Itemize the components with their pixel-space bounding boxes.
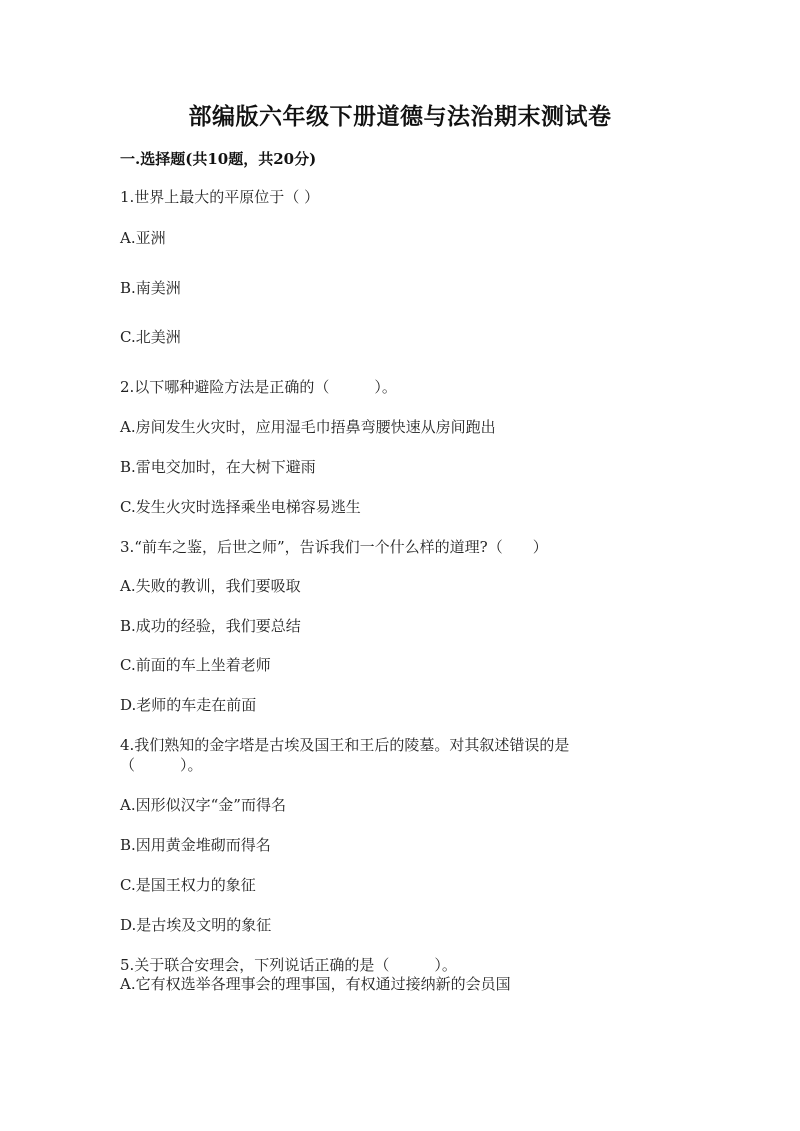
page-title: 部编版六年级下册道德与法治期末测试卷 xyxy=(188,103,612,130)
question-1-stem: 1.世界上最大的平原位于（ ） xyxy=(120,188,320,206)
question-2-stem: 2.以下哪种避险方法是正确的（ ）。 xyxy=(120,378,397,396)
question-5-stem: 5.关于联合安理会，下列说话正确的是（ ）。 xyxy=(120,956,457,974)
question-1-option-b: B.南美洲 xyxy=(120,279,181,297)
question-1-option-c: C.北美洲 xyxy=(120,328,181,346)
question-3-option-d: D.老师的车走在前面 xyxy=(120,696,257,714)
question-2-option-c: C.发生火灾时选择乘坐电梯容易逃生 xyxy=(120,498,361,516)
question-4-option-d: D.是古埃及文明的象征 xyxy=(120,916,272,934)
question-3-option-b: B.成功的经验，我们要总结 xyxy=(120,617,301,635)
question-4-option-c: C.是国王权力的象征 xyxy=(120,876,256,894)
section-heading: 一.选择题(共10题，共20分) xyxy=(120,150,317,168)
question-3-stem: 3.“前车之鉴，后世之师”，告诉我们一个什么样的道理?（ ） xyxy=(120,538,548,556)
question-2-option-a: A.房间发生火灾时，应用湿毛巾捂鼻弯腰快速从房间跑出 xyxy=(120,418,496,436)
question-4-option-b: B.因用黄金堆砌而得名 xyxy=(120,836,271,854)
question-4-option-a: A.因形似汉字“金”而得名 xyxy=(120,796,286,814)
question-4-stem: 4.我们熟知的金字塔是古埃及国王和王后的陵墓。对其叙述错误的是（ ）。 xyxy=(120,736,570,774)
question-1-option-a: A.亚洲 xyxy=(120,229,166,247)
question-2-option-b: B.雷电交加时，在大树下避雨 xyxy=(120,458,316,476)
question-3-option-c: C.前面的车上坐着老师 xyxy=(120,656,271,674)
question-5-option-a: A.它有权选举各理事会的理事国，有权通过接纳新的会员国 xyxy=(120,975,511,993)
question-3-option-a: A.失败的教训，我们要吸取 xyxy=(120,577,301,595)
